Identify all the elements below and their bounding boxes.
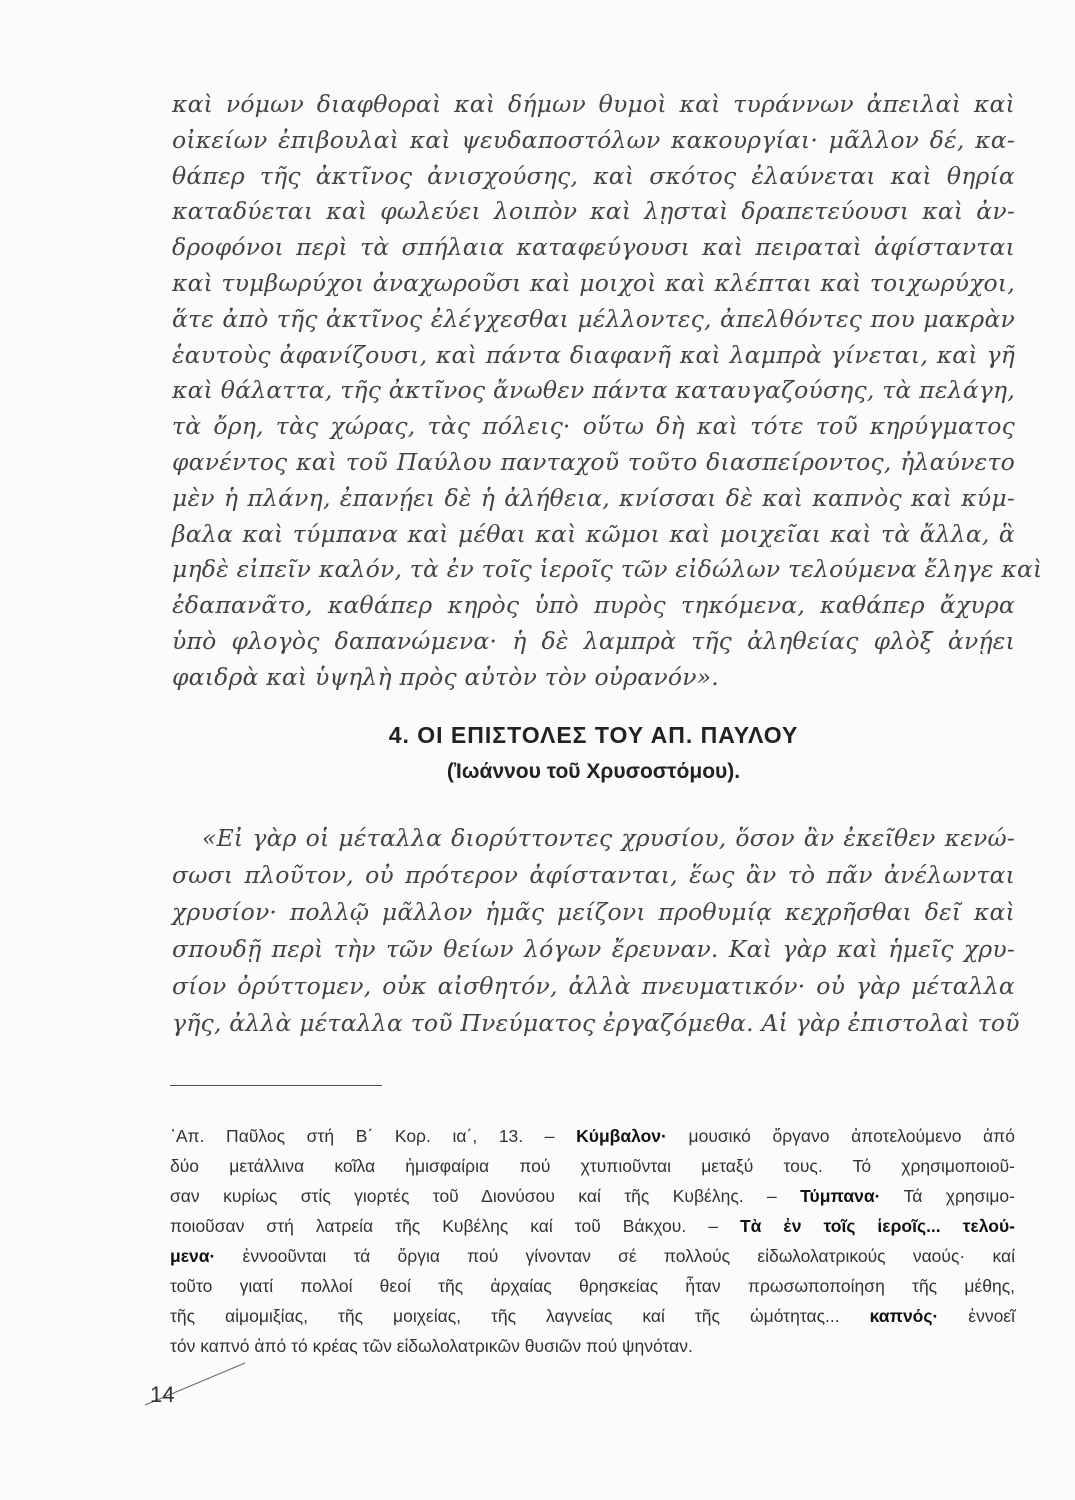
- footnote-line: [170, 1121, 1015, 1151]
- text-line: χρυσίον· πολλῷ μᾶλλον ἡμᾶς μείζονι προθυμίᾳ κεχρῆσθαι δεῖ καὶ: [172, 898, 1015, 926]
- page-number: 14: [150, 1382, 175, 1407]
- text-line: μὲν ἡ πλάνη, ἐπανῄει δὲ ἡ ἀλήθεια, κνίσσαι δὲ καὶ καπνὸς καὶ κύμ-: [172, 483, 1015, 512]
- footnote-line: [170, 1241, 1015, 1271]
- footnote-text: μουσικό ὄργανο ἀποτελούμενο ἀπό: [666, 1126, 1015, 1146]
- footnote-line: [170, 1301, 1015, 1331]
- footnote-text: ποιοῦσαν στή λατρεία τῆς Κυβέλης καί τοῦ Βάκχου. –: [170, 1216, 740, 1236]
- text-line: δροφόνοι περὶ τὰ σπήλαια καταφεύγουσι καὶ πειραταὶ ἀφίστανται: [172, 233, 1015, 262]
- text-line: ὑπὸ φλογὸς δαπανώμενα· ἡ δὲ λαμπρὰ τῆς ἀληθείας φλὸξ ἀνῄει: [172, 626, 1015, 655]
- footnote-text: τοῦτο γιατί πολλοί θεοί τῆς ἀρχαίας θρησκείας ἦταν πρωσωποποίηση τῆς μέθης,: [170, 1276, 1015, 1296]
- footnotes: [170, 1121, 1015, 1361]
- footnote-divider: [170, 1085, 382, 1086]
- text-line: μηδὲ εἰπεῖν καλόν, τὰ ἐν τοῖς ἱεροῖς τῶν εἰδώλων τελούμενα ἔληγε καὶ: [172, 555, 1043, 584]
- text-line: καὶ νόμων διαφθοραὶ καὶ δήμων θυμοὶ καὶ τυράννων ἀπειλαὶ καὶ: [172, 90, 1015, 118]
- text-line: καὶ θάλαττα, τῆς ἀκτῖνος ἄνωθεν πάντα καταυγαζούσης, τὰ πελάγη,: [172, 376, 1015, 405]
- footnote-text: τόν καπνό ἀπό τό κρέας τῶν εἰδωλολατρικῶν θυσιῶν πού ψηνόταν.: [170, 1336, 693, 1356]
- footnote-line: [170, 1271, 1015, 1301]
- footnote-term: Κύμβαλον·: [576, 1126, 667, 1146]
- text-line: σωσι πλοῦτον, οὐ πρότερον ἀφίστανται, ἕως ἂν τὸ πᾶν ἀνέλωνται: [172, 861, 1015, 889]
- footnote-term: Τύμπανα·: [800, 1186, 881, 1206]
- text-line: βαλα καὶ τύμπανα καὶ μέθαι καὶ κῶμοι καὶ μοιχεῖαι καὶ τὰ ἄλλα, ἃ: [172, 519, 1015, 548]
- footnote-text: ἐννοεῖ: [938, 1306, 1015, 1326]
- footnote-text: σαν κυρίως στίς γιορτές τοῦ Διονύσου καί τῆς Κυβέλης. –: [170, 1186, 801, 1206]
- footnote-term: καπνός·: [869, 1306, 939, 1326]
- footnote-term: μενα·: [170, 1246, 216, 1266]
- text-line: φαιδρὰ καὶ ὑψηλὴ πρὸς αὐτὸν τὸν οὐρανόν».: [172, 662, 719, 691]
- text-line: γῆς, ἀλλὰ μέταλλα τοῦ Πνεύματος ἐργαζόμεθα. Αἱ γὰρ ἐπιστολαὶ τοῦ: [172, 1009, 1020, 1037]
- text-line: θάπερ τῆς ἀκτῖνος ἀνισχούσης, καὶ σκότος ἐλαύνεται καὶ θηρία: [172, 161, 1015, 190]
- text-line: ἅτε ἀπὸ τῆς ἀκτῖνος ἐλέγχεσθαι μέλλοντες, ἀπελθόντες που μακρὰν: [172, 304, 1015, 333]
- text-line: σπουδῇ περὶ τὴν τῶν θείων λόγων ἔρευναν. Καὶ γὰρ καὶ ἡμεῖς χρυ-: [172, 935, 1015, 963]
- text-line: «Εἰ γὰρ οἱ μέταλλα διορύττοντες χρυσίου, ὅσον ἂν ἐκεῖθεν κενώ-: [202, 824, 1015, 852]
- footnote-text: ἐννοοῦνται τά ὄργια πού γίνονταν σέ πολλούς εἰδωλολατρικούς ναούς· καί: [215, 1246, 1015, 1266]
- footnote-line: [170, 1181, 1015, 1211]
- body-paragraph-2: [172, 820, 1020, 1042]
- text-line: σίον ὀρύττομεν, οὐκ αἰσθητόν, ἀλλὰ πνευματικόν· οὐ γὰρ μέταλλα: [172, 972, 1015, 1000]
- footnote-line: [170, 1151, 1015, 1181]
- footnote-term: Τὰ ἐν τοῖς ἱεροῖς... τελού-: [739, 1216, 1016, 1236]
- footnote-text: τῆς αἱμομιξίας, τῆς μοιχείας, τῆς λαγνείας καί τῆς ὠμότητας...: [170, 1306, 870, 1326]
- footnote-text: ᾿Απ. Παῦλος στή Β΄ Κορ. ια΄, 13. –: [170, 1126, 577, 1146]
- text-line: καταδύεται καὶ φωλεύει λοιπὸν καὶ λῃσταὶ δραπετεύουσι καὶ ἀν-: [172, 197, 1015, 226]
- section-heading: 4. ΟΙ ΕΠΙΣΤΟΛΕΣ ΤΟΥ ΑΠ. ΠΑΥΛΟΥ: [388, 722, 799, 748]
- text-line: οἰκείων ἐπιβουλαὶ καὶ ψευδαποστόλων κακουργίαι· μᾶλλον δέ, κα-: [172, 125, 1015, 154]
- footnote-line: [170, 1331, 1015, 1361]
- text-line: ἑαυτοὺς ἀφανίζουσι, καὶ πάντα διαφανῆ καὶ λαμπρὰ γίνεται, καὶ γῆ: [172, 340, 1015, 369]
- footnote-text: Τά χρησιμο-: [880, 1186, 1015, 1206]
- text-line: τὰ ὄρη, τὰς χώρας, τὰς πόλεις· οὕτω δὴ καὶ τότε τοῦ κηρύγματος: [172, 412, 1015, 441]
- text-line: καὶ τυμβωρύχοι ἀναχωροῦσι καὶ μοιχοὶ καὶ κλέπται καὶ τοιχωρύχοι,: [172, 268, 1015, 297]
- text-line: ἐδαπανᾶτο, καθάπερ κηρὸς ὑπὸ πυρὸς τηκόμενα, καθάπερ ἄχυρα: [172, 591, 1015, 620]
- footnote-line: [170, 1211, 1015, 1241]
- footnote-text: δύο μετάλλινα κοῖλα ἡμισφαίρια πού χτυπιοῦνται μεταξύ τους. Τό χρησιμοποιοῦ-: [170, 1156, 1015, 1176]
- section-subheading: (Ἰωάννου τοῦ Χρυσοστόμου).: [446, 760, 741, 783]
- text-line: φανέντος καὶ τοῦ Παύλου πανταχοῦ τοῦτο διασπείροντος, ἠλαύνετο: [172, 447, 1015, 476]
- body-paragraph-1: [172, 87, 1043, 696]
